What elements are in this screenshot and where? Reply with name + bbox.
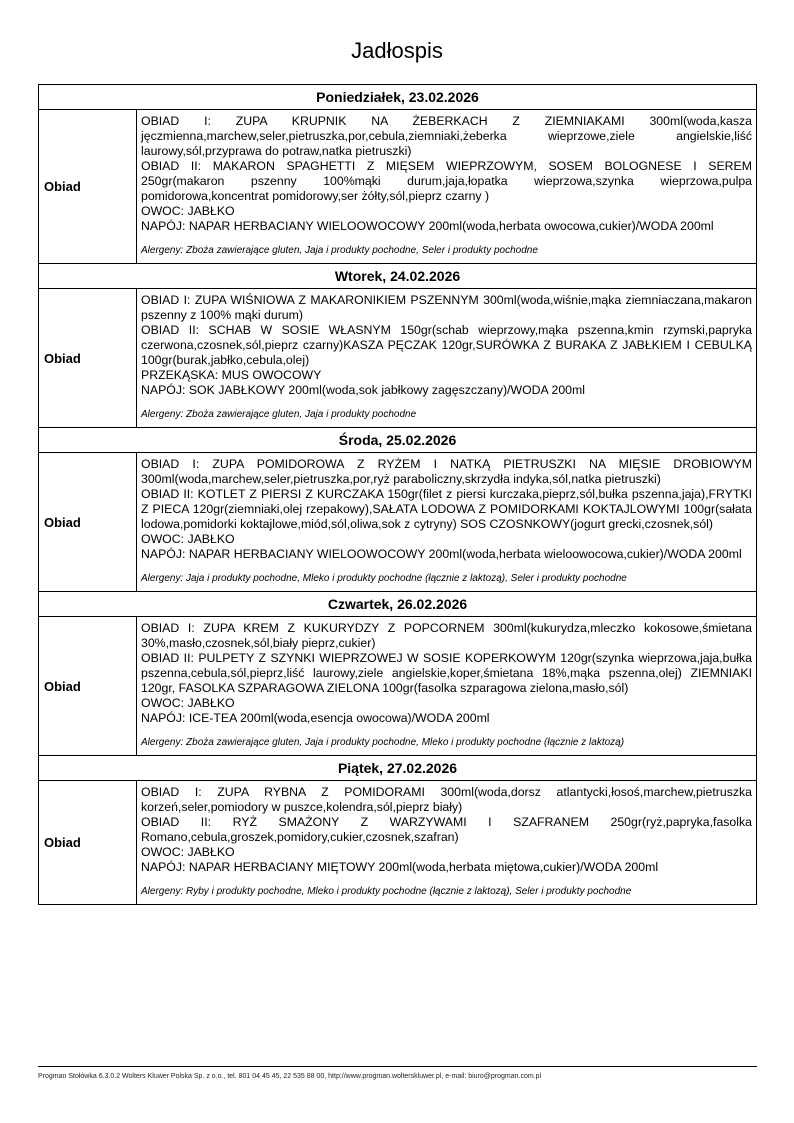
meal-row <box>39 110 757 264</box>
meal-label: Obiad <box>39 110 137 264</box>
meal-content <box>137 617 757 756</box>
allergens-note: Alergeny: Zboża zawierające gluten, Jaja i produkty pochodne, Mleko i produkty pochodne (łącznie z laktozą) <box>141 737 625 748</box>
meal-row <box>39 453 757 592</box>
day-header-row <box>39 592 757 617</box>
day-header: Poniedziałek, 23.02.2026 <box>39 85 757 110</box>
menu-item-line: OBIAD I: ZUPA RYBNA Z POMIDORAMI 300ml(woda,dorsz atlantycki,łosoś,marchew,pietruszka korzeń,seler,pomiodory w puszce,kolendra,sól,pieprz biały) <box>141 785 752 814</box>
page-title: Jadłospis <box>351 38 443 63</box>
menu-item-line: OBIAD I: ZUPA WIŚNIOWA Z MAKARONIKIEM PSZENNYM 300ml(woda,wiśnie,mąka ziemniaczana,makaron pszenny z 100% mąki durum) <box>141 293 752 322</box>
meal-content <box>137 781 757 905</box>
footer-divider <box>38 1066 757 1067</box>
meal-content <box>137 110 757 264</box>
menu-item-line: OBIAD I: ZUPA POMIDOROWA Z RYŻEM I NATKĄ PIETRUSZKI NA MIĘSIE DROBIOWYM 300ml(woda,marchew,seler,pietruszka,por,ryż paraboliczny,skrzydła indyka,sól,natka pietruszki) <box>141 457 752 486</box>
menu-item-line: OBIAD II: PULPETY Z SZYNKI WIEPRZOWEJ W SOSIE KOPERKOWYM 120gr(szynka wieprzowa,jaja,bułka pszenna,cebula,sól,pieprz,liść laurowy,ziele angielskie,koper,śmietana 18%,mąka pszenna,olej) ZIEMNIAKI 120gr, FASOLKA SZPARAGOWA ZIELONA 100gr(fasolka szparagowa zielona,masło,sól) <box>141 651 752 695</box>
allergens-note: Alergeny: Ryby i produkty pochodne, Mleko i produkty pochodne (łącznie z laktozą), Seler i produkty pochodne <box>141 886 632 897</box>
meal-label: Obiad <box>39 781 137 905</box>
menu-item-line: OBIAD II: MAKARON SPAGHETTI Z MIĘSEM WIEPRZOWYM, SOSEM BOLOGNESE I SEREM 250gr(makaron pszenny 100%mąki durum,jaja,łopatka wieprzowa,szynka wieprzowa,pulpa pomidorowa,koncentrat pomidorowy,ser żółty,sól,pieprz czarny ) <box>141 159 752 203</box>
menu-item-line: NAPÓJ: ICE-TEA 200ml(woda,esencja owocowa)/WODA 200ml <box>141 711 490 725</box>
menu-item-line: OWOC: JABŁKO <box>141 532 235 546</box>
day-header: Czwartek, 26.02.2026 <box>39 592 757 617</box>
meal-row <box>39 289 757 428</box>
day-header: Środa, 25.02.2026 <box>39 428 757 453</box>
day-header: Wtorek, 24.02.2026 <box>39 264 757 289</box>
menu-item-line: OWOC: JABŁKO <box>141 845 235 859</box>
day-header: Piątek, 27.02.2026 <box>39 756 757 781</box>
footer-text: Progman Stołówka 6.3.0.2 Wolters Kluwer Polska Sp. z o.o., tel. 801 04 45 45, 22 535 88 00, http://www.progman.wolterskluwer.pl, e-mail: biuro@progman.com.pl <box>38 1073 542 1080</box>
day-header-row <box>39 264 757 289</box>
allergens-note: Alergeny: Zboża zawierające gluten, Jaja i produkty pochodne, Seler i produkty pochodne <box>141 245 538 256</box>
meal-label: Obiad <box>39 617 137 756</box>
meal-row <box>39 617 757 756</box>
menu-item-line: NAPÓJ: SOK JABŁKOWY 200ml(woda,sok jabłkowy zagęszczany)/WODA 200ml <box>141 383 585 397</box>
meal-row <box>39 781 757 905</box>
day-header-row <box>39 428 757 453</box>
menu-item-line: OWOC: JABŁKO <box>141 204 235 218</box>
menu-item-line: NAPÓJ: NAPAR HERBACIANY WIELOOWOCOWY 200ml(woda,herbata owocowa,cukier)/WODA 200ml <box>141 219 714 233</box>
meal-content <box>137 453 757 592</box>
allergens-note: Alergeny: Zboża zawierające gluten, Jaja i produkty pochodne <box>141 409 417 420</box>
meal-label: Obiad <box>39 453 137 592</box>
menu-item-line: OWOC: JABŁKO <box>141 696 235 710</box>
menu-item-line: OBIAD II: SCHAB W SOSIE WŁASNYM 150gr(schab wieprzowy,mąka pszenna,kmin rzymski,papryka czerwona,czosnek,sól,pieprz czarny)KASZA PĘCZAK 120gr,SURÓWKA Z BURAKA Z JABŁKIEM I CEBULKĄ 100gr(burak,jabłko,cebula,olej) <box>141 323 752 367</box>
menu-item-line: OBIAD II: KOTLET Z PIERSI Z KURCZAKA 150gr(filet z piersi kurczaka,pieprz,sól,bułka pszenna,jaja),FRYTKI Z PIECA 120gr(ziemniaki,olej rzepakowy),SAŁATA LODOWA Z POMIDORKAMI KOKTAJLOWYMI 100gr(sałata lodowa,pomidorki koktajlowe,miód,sól,oliwa,sok z cytryny) SOS CZOSNKOWY(jogurt grecki,czosnek,sól) <box>141 487 752 531</box>
menu-item-line: PRZEKĄSKA: MUS OWOCOWY <box>141 368 322 382</box>
menu-item-line: OBIAD I: ZUPA KREM Z KUKURYDZY Z POPCORNEM 300ml(kukurydza,mleczko kokosowe,śmietana 30%,masło,czosnek,sól,biały pieprz,cukier) <box>141 621 752 650</box>
meal-content <box>137 289 757 428</box>
allergens-note: Alergeny: Jaja i produkty pochodne, Mleko i produkty pochodne (łącznie z laktozą), Seler i produkty pochodne <box>141 573 627 584</box>
menu-item-line: NAPÓJ: NAPAR HERBACIANY WIELOOWOCOWY 200ml(woda,herbata wieloowocowa,cukier)/WODA 200ml <box>141 547 742 561</box>
menu-item-line: NAPÓJ: NAPAR HERBACIANY MIĘTOWY 200ml(woda,herbata miętowa,cukier)/WODA 200ml <box>141 860 659 874</box>
day-header-row <box>39 756 757 781</box>
menu-item-line: OBIAD II: RYŻ SMAŻONY Z WARZYWAMI I SZAFRANEM 250gr(ryż,papryka,fasolka Romano,cebula,groszek,pomidory,cukier,czosnek,szafran) <box>141 815 752 844</box>
meal-label: Obiad <box>39 289 137 428</box>
day-header-row <box>39 85 757 110</box>
menu-item-line: OBIAD I: ZUPA KRUPNIK NA ŻEBERKACH Z ZIEMNIAKAMI 300ml(woda,kasza jęczmienna,marchew,seler,pietruszka,por,cebula,ziemniaki,żeberka wieprzowe,ziele angielskie,liść laurowy,sól,przyprawa do potraw,natka pietruszki) <box>141 114 752 158</box>
menu-table <box>38 84 757 905</box>
